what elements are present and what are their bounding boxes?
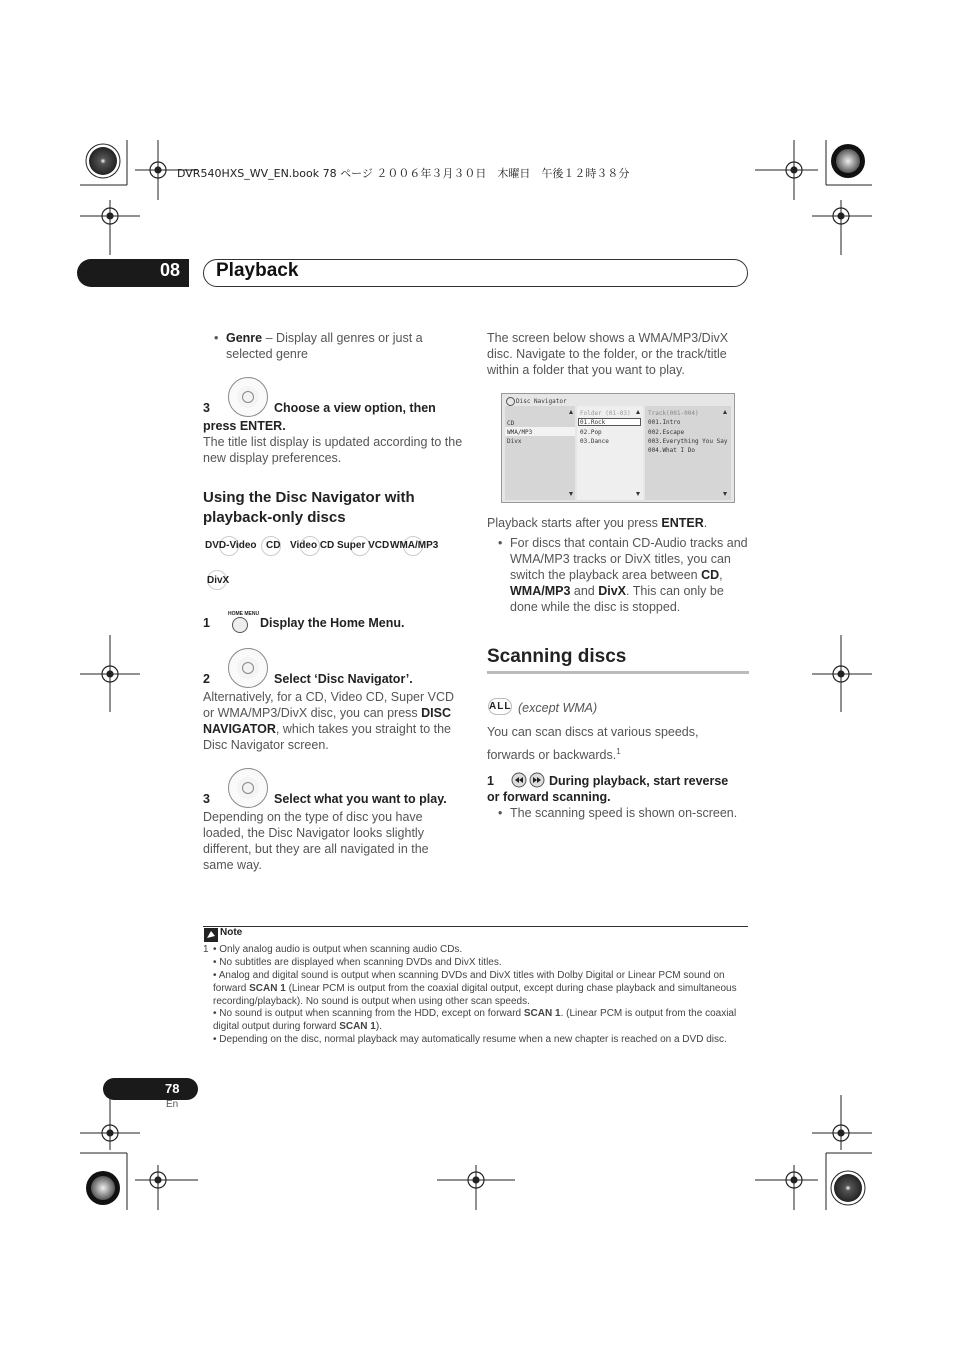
footnote-line: • No subtitles are displayed when scanning DVDs and DivX titles. [213,957,502,968]
enter-bold: ENTER [661,516,704,530]
footnote-line [213,1007,748,1033]
screen-folder-item: 03.Dance [580,438,609,445]
genre-label: Genre [226,331,263,345]
home-menu-button-icon [232,617,248,633]
scanning-heading-underline [487,671,749,674]
screen-folder-item: 01.Rock [580,419,606,426]
screen-col1-item: Divx [507,438,522,445]
footnote-text: (Linear PCM is output from the coaxial digital output, except during chase playback and simultaneous recording/playback). No sound is output when using other scan speeds. [213,983,737,1007]
divx-bold: DivX [598,584,627,598]
note-divider [203,926,748,927]
scan-step-title-b: or forward scanning. [487,790,611,804]
note-icon [204,928,218,942]
footnote-line: • Only analog audio is output when scanning audio CDs. [213,944,463,955]
step2-number: 2 [203,672,210,686]
note-label: Note [220,927,243,938]
bullet-sep: and [570,584,599,598]
screen-folder-item: 02.Pop [580,429,602,436]
step2-text-a: Alternatively, for a CD, Video CD, Super VCD or WMA/MP3/DivX disc, you can press [203,690,455,720]
playback-starts [487,515,749,531]
step2-text-b: , which takes you straight to the Disc Navigator screen. [203,722,452,752]
playback-text-a: Playback starts after you press [487,516,662,530]
page-language: En [166,1099,179,1110]
footnote-text: ). [375,1021,382,1032]
badge-dvd-video: DVD-Video [205,540,257,551]
page-number-tab [103,1078,198,1100]
cd-bold: CD [701,568,720,582]
rewind-fastforward-icon [511,772,547,788]
badge-divx: DivX [207,575,230,586]
scanning-heading: Scanning discs [487,646,627,667]
scan1-bold: SCAN 1 [523,1008,561,1019]
home-menu-label: HOME MENU [228,611,260,617]
page-number: 78 [165,1081,180,1096]
footnote-text: • No sound is output when scanning from the HDD, except on forward [213,1008,524,1019]
step3a-number: 3 [203,401,210,415]
step1-title: Display the Home Menu. [260,616,405,630]
playback-text-b: . [703,516,708,530]
badge-video-cd: Video CD [290,540,335,551]
genre-bullet [226,330,466,362]
scan-step-number: 1 [487,774,494,788]
step2-text [203,689,468,753]
scan1-bold: SCAN 1 [249,983,286,994]
scan-speed-bullet: • The scanning speed is shown on-screen. [510,805,750,821]
step3a-title-b: press ENTER. [203,419,286,433]
step3b-number: 3 [203,792,210,806]
screen-track-item: 003.Everything You Say [648,438,728,445]
badge-wma-mp3: WMA/MP3 [390,540,439,551]
disc-navigator-bold: DISC NAVIGATOR [203,706,451,736]
step1-number: 1 [203,616,210,630]
disc-navigator-screen [501,393,735,503]
screen-col1-item: CD [507,420,515,427]
badge-cd: CD [266,540,281,551]
bullet-text-a: For discs that contain CD-Audio tracks and WMA/MP3 tracks or DivX titles, you can switch the playback area between [510,536,748,582]
screen-track-header: Track(001-004) [648,410,699,417]
step3b-title: Select what you want to play. [274,792,447,806]
step3a-text: The title list display is updated according to the new display preferences. [203,435,463,465]
remote-dpad-icon [228,768,268,808]
footnote-text: . (Linear PCM is output from the coaxial digital output during forward [213,1008,737,1032]
remote-dpad-icon [228,377,268,417]
footnote-ref: 1 [616,747,621,756]
bullet-sep: , [719,568,723,582]
bullet-text-b: . This can only be done while the disc is stopped. [510,584,724,614]
footnote-line: • Depending on the disc, normal playback may automatically resume when a new chapter is reached on a DVD disc. [213,1034,727,1045]
playback-area-bullet [510,535,750,615]
chapter-number: 08 [160,260,181,280]
chapter-title: Playback [216,260,299,281]
wma-bold: WMA/MP3 [510,584,571,598]
print-header: DVR540HXS_WV_EN.book 78 ページ ２００６年３月３０日 木曜日 午後１２時３８分 [177,167,630,180]
screen-title: Disc Navigator [516,398,567,405]
screen-track-item: 004.What I Do [648,447,695,454]
step3b-text: Depending on the type of disc you have loaded, the Disc Navigator looks slightly different, but they are all navigated in the same way. [203,810,429,872]
screen-track-item: 002.Escape [648,429,685,436]
all-badge: ALL [488,698,512,715]
scan-text [487,722,727,765]
remote-dpad-icon [228,648,268,688]
screen-intro: The screen below shows a WMA/MP3/DivX disc. Navigate to the folder, or the track/title within a folder that you want to play. [487,331,729,377]
screen-scroll-arrows-icon [502,394,736,504]
except-wma: (except WMA) [518,701,598,715]
footnote-text: • Analog and digital sound is output when scanning DVDs and DivX titles with Dolby Digital or Linear PCM sound on forward [213,970,725,994]
disc-navigator-heading: Using the Disc Navigator with playback-only discs [203,489,415,526]
screen-folder-header: Folder (01-03) [580,410,631,417]
step2-title: Select ‘Disc Navigator’. [274,672,413,686]
footnote-line [213,969,748,1008]
scan-text-body: You can scan discs at various speeds, forwards or backwards. [487,725,699,763]
footnote-number: 1 [203,944,209,955]
scan1-bold: SCAN 1 [339,1021,376,1032]
step3a-title-a: Choose a view option, then [274,401,436,415]
genre-text: – Display all genres or just a selected genre [226,331,423,361]
screen-col1-item: WMA/MP3 [507,429,533,436]
scan-step-title-a: During playback, start reverse [549,774,729,788]
screen-track-item: 001.Intro [648,419,681,426]
badge-super-vcd: Super VCD [337,540,390,551]
